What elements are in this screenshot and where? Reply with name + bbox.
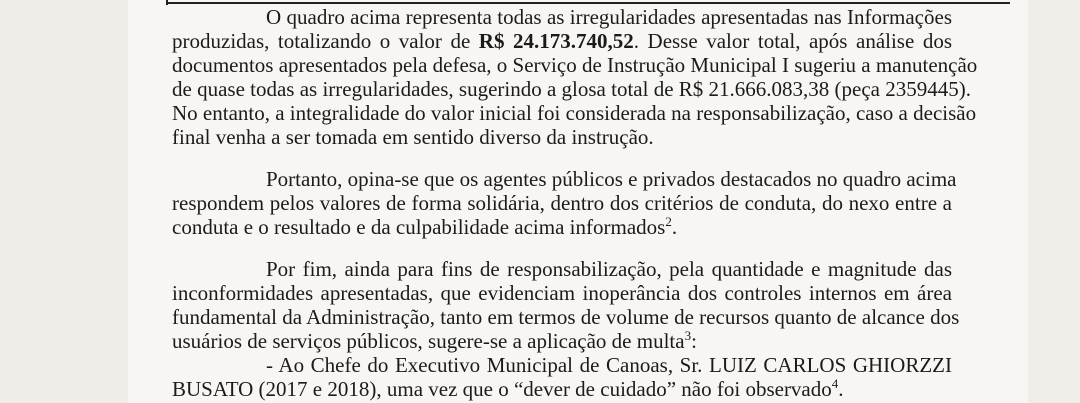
paragraph-1-line-3: documentos apresentados pela defesa, o Serviço de Instrução Municipal I sugeriu a manutenção [172, 53, 978, 77]
footnote-ref-3: 3 [684, 328, 692, 343]
paragraph-2-line-3-text: conduta e o resultado e da culpabilidade acima informados [172, 215, 666, 239]
paragraph-3-end: : [691, 329, 697, 353]
paragraph-4-line-1: - Ao Chefe do Executivo Municipal de Canoas, Sr. LUIZ CARLOS GHIORZZI [266, 353, 952, 377]
footnote-ref-4: 4 [831, 376, 839, 391]
paragraph-3-line-4 [172, 329, 697, 353]
paragraph-2-line-3 [172, 215, 677, 239]
paragraph-1-line-5: No entanto, a integralidade do valor inicial foi considerada na responsabilização, caso a decisão [172, 101, 977, 125]
paragraph-1-line-2 [172, 29, 952, 53]
paragraph-2-line-2: respondem pelos valores de forma solidária, dentro dos critérios de conduta, do nexo entre a [172, 191, 952, 215]
footnote-ref-2: 2 [665, 214, 672, 229]
paragraph-3-line-3: fundamental da Administração, tanto em termos de volume de recursos quanto de alcance dos [172, 305, 960, 329]
paragraph-1-line-2-rest: . Desse valor total, após análise dos [633, 29, 953, 53]
paragraph-2-end: . [671, 215, 678, 239]
paragraph-4-line-2-text: BUSATO (2017 e 2018), uma vez que o “dever de cuidado” não foi observado [172, 377, 832, 401]
paragraph-3-line-4-text: usuários de serviços públicos, sugere-se a aplicação de multa [172, 329, 685, 353]
paragraph-1-line-4: de quase todas as irregularidades, sugerindo a glosa total de R$ 21.666.083,38 (peça 2359445). [172, 77, 971, 101]
paragraph-4-line-2 [172, 377, 844, 401]
paragraph-2-line-1: Portanto, opina-se que os agentes públicos e privados destacados no quadro acima [266, 167, 957, 191]
total-amount: R$ 24.173.740,52 [478, 29, 634, 53]
table-bottom-border [168, 2, 1010, 4]
paragraph-1-line-2-text: produzidas, totalizando o valor de [172, 29, 471, 53]
paragraph-1-line-6: final venha a ser tomada em sentido diverso da instrução. [172, 125, 654, 149]
page-margin-right [1028, 0, 1080, 403]
table-corner [166, 0, 168, 5]
page-margin-left [0, 0, 128, 403]
paragraph-4-end: . [838, 377, 844, 401]
paragraph-1-line-1: O quadro acima representa todas as irregularidades apresentadas nas Informações [266, 5, 952, 29]
paragraph-3-line-1: Por fim, ainda para fins de responsabilização, pela quantidade e magnitude das [266, 257, 952, 281]
paragraph-3-line-2: inconformidades apresentadas, que evidenciam inoperância dos controles internos em área [172, 281, 952, 305]
